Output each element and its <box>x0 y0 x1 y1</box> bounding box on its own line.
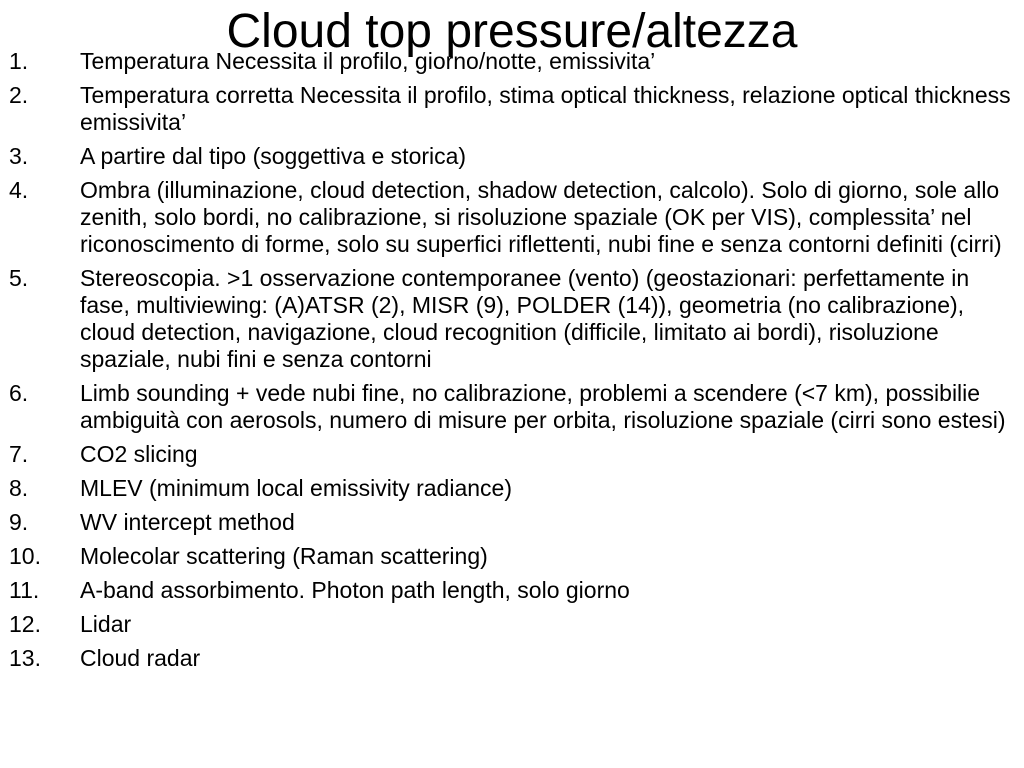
list-item <box>0 577 1024 604</box>
item-number: 7. <box>9 441 29 467</box>
item-number: 3. <box>9 143 29 169</box>
item-number: 13. <box>9 645 41 671</box>
item-text: WV intercept method <box>80 509 295 535</box>
item-text: Stereoscopia. >1 osservazione contemporanee (vento) (geostazionari: perfettamente in fase, multiviewing: (A)ATSR (2), MISR (9), POLDER (14)), geometria (no calibrazione), cloud detection, navigazione, cloud recognition (difficile, limitato ai bordi), risoluzione spaziale, nubi fini e senza contorni <box>80 265 970 372</box>
list-item <box>0 645 1024 672</box>
slide-title: Cloud top pressure/altezza <box>226 5 798 58</box>
item-text: Limb sounding + vede nubi fine, no calibrazione, problemi a scendere (<7 km), possibilie ambiguità con aerosols, numero di misure per orbita, risoluzione spaziale (cirri sono estesi) <box>80 380 1006 433</box>
list-item <box>0 380 1024 434</box>
item-number: 9. <box>9 509 29 535</box>
item-text: A-band assorbimento. Photon path length, solo giorno <box>80 577 630 603</box>
item-number: 10. <box>9 543 41 569</box>
item-text: Ombra (illuminazione, cloud detection, shadow detection, calcolo). Solo di giorno, sole allo zenith, solo bordi, no calibrazione, si risoluzione spaziale (OK per VIS), complessita’ nel riconoscimento di forme, solo su superfici riflettenti, nubi fine e senza contorni definiti (cirri) <box>80 177 1002 257</box>
list-item <box>0 475 1024 502</box>
item-text: Cloud radar <box>80 645 201 671</box>
list-item <box>0 143 1024 170</box>
list-item <box>0 543 1024 570</box>
item-text: Temperatura corretta Necessita il profilo, stima optical thickness, relazione optical thickness emissivita’ <box>80 82 1011 135</box>
item-text: Molecolar scattering (Raman scattering) <box>80 543 488 569</box>
list-item <box>0 265 1024 373</box>
item-number: 1. <box>9 48 29 74</box>
list-item <box>0 177 1024 258</box>
item-text: Temperatura Necessita il profilo, giorno/notte, emissivita’ <box>80 48 656 74</box>
list-item <box>0 441 1024 468</box>
item-text: A partire dal tipo (soggettiva e storica) <box>80 143 467 169</box>
item-text: Lidar <box>80 611 132 637</box>
item-number: 12. <box>9 611 41 637</box>
item-number: 5. <box>9 265 29 291</box>
item-number: 11. <box>9 577 40 603</box>
list-item <box>0 509 1024 536</box>
method-list <box>0 48 1024 679</box>
item-text: MLEV (minimum local emissivity radiance) <box>80 475 512 501</box>
list-item <box>0 48 1024 75</box>
item-text: CO2 slicing <box>80 441 198 467</box>
list-item <box>0 611 1024 638</box>
item-number: 6. <box>9 380 29 406</box>
item-number: 8. <box>9 475 29 501</box>
list-item <box>0 82 1024 136</box>
item-number: 2. <box>9 82 29 108</box>
item-number: 4. <box>9 177 29 203</box>
